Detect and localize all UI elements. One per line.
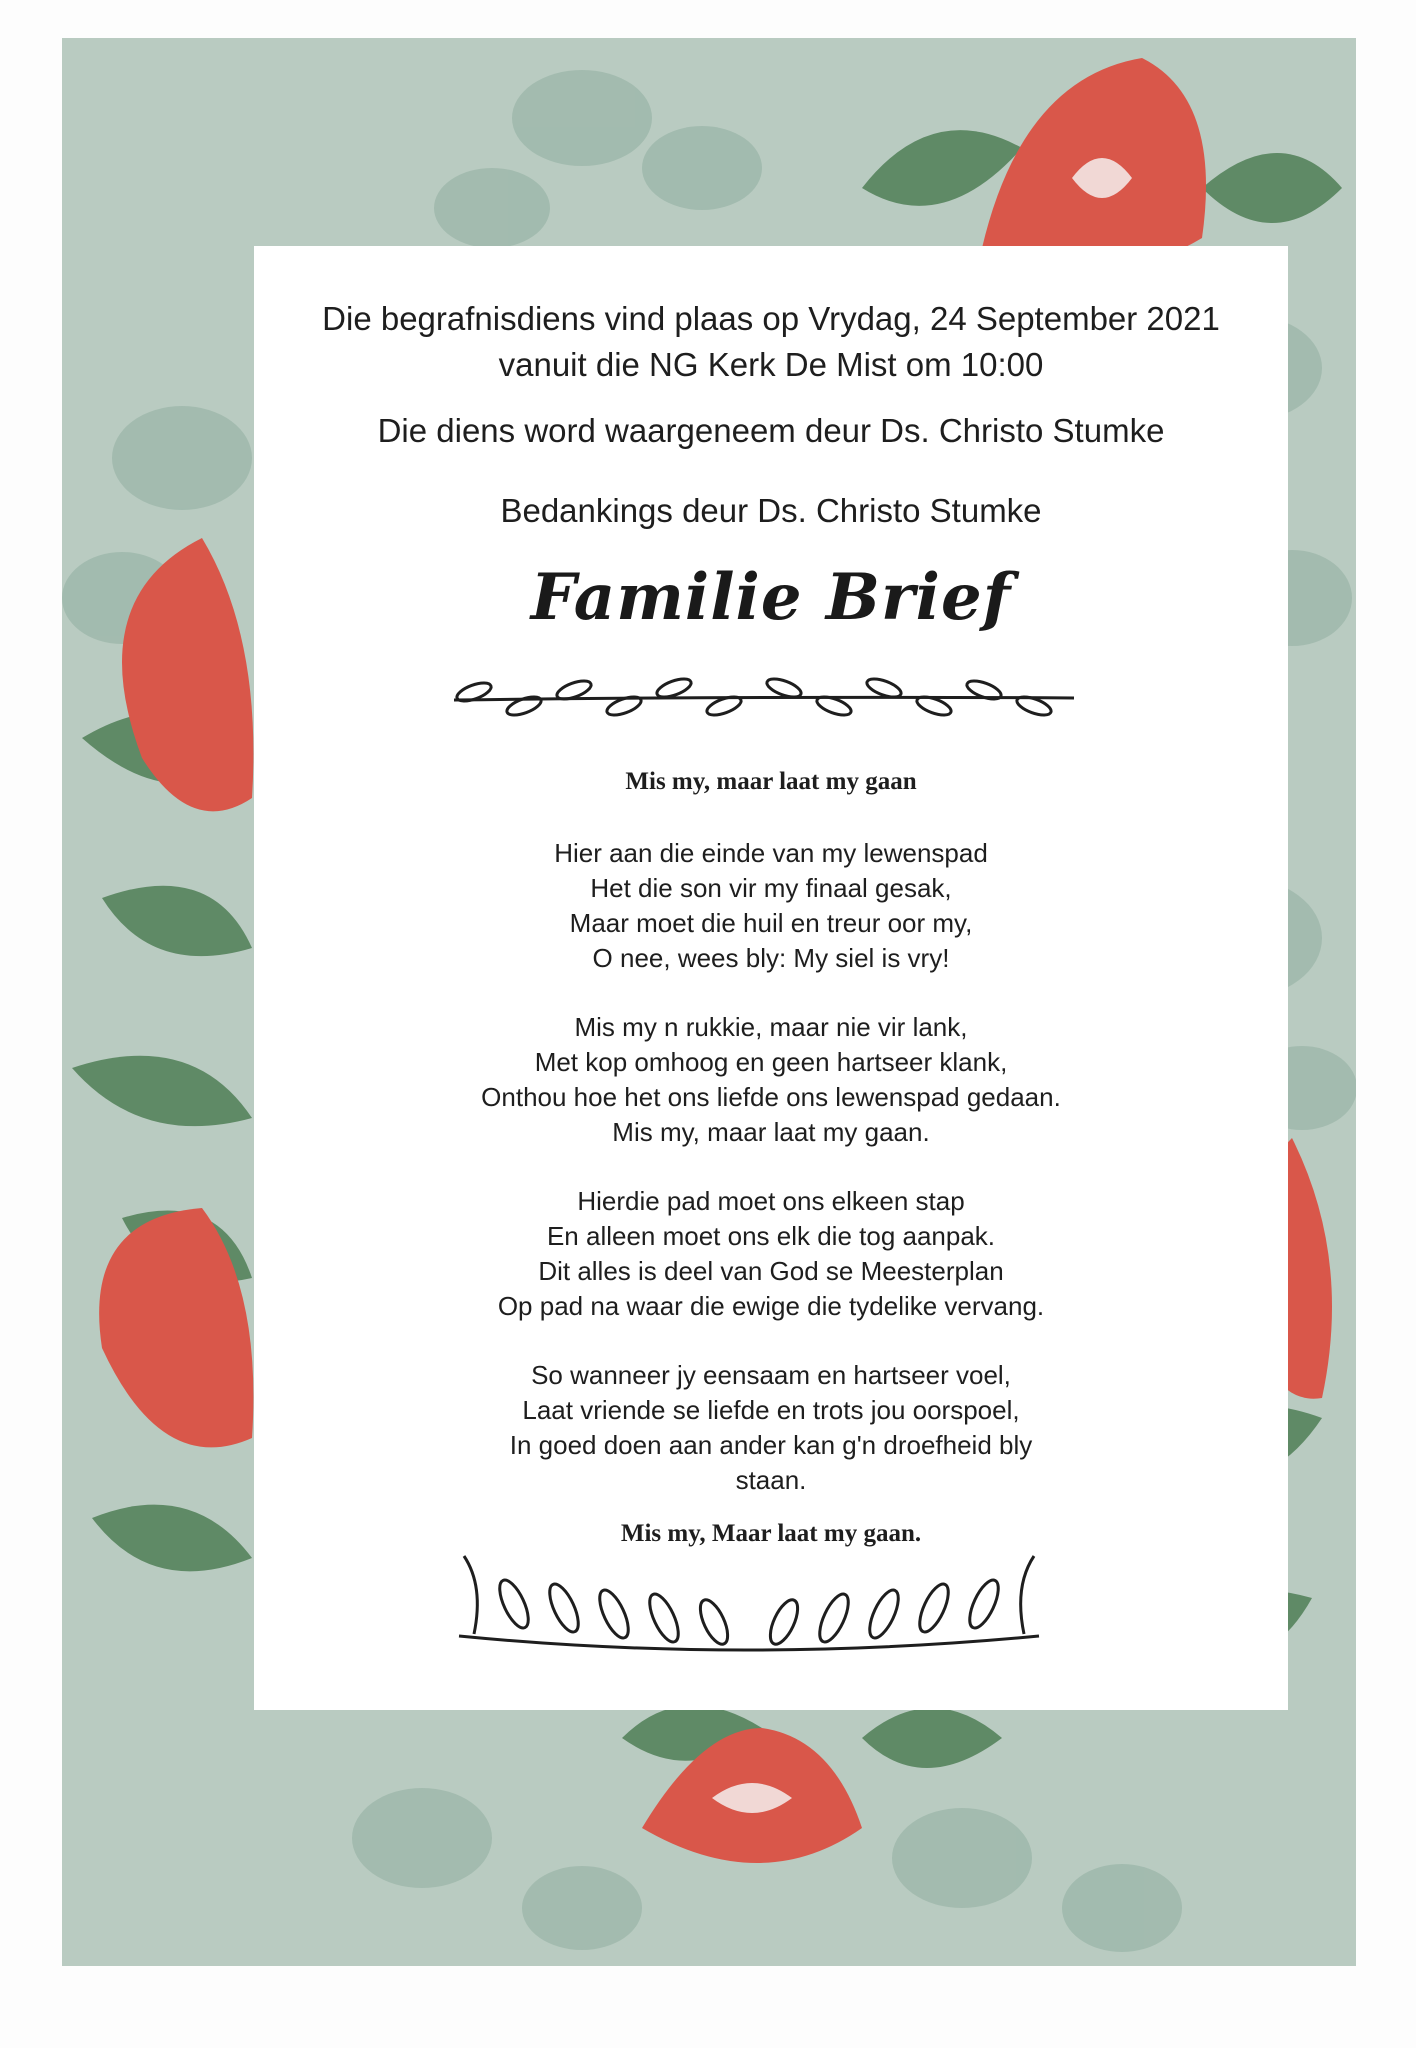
poem-line: staan. <box>735 1465 807 1495</box>
poem-line: Mis my n rukkie, maar nie vir lank, <box>574 1012 968 1042</box>
service-details <box>254 296 1288 388</box>
poem-line: Maar moet die huil en treur oor my, <box>569 908 973 938</box>
service-date-line: Die begrafnisdiens vind plaas op Vrydag, 24 September 2021 <box>322 300 1220 337</box>
thanks-line: Bedankings deur Ds. Christo Stumke <box>500 492 1042 529</box>
poem-closing: Mis my, Maar laat my gaan. <box>620 1520 922 1547</box>
poem-line: Hier aan die einde van my lewenspad <box>554 838 988 868</box>
poem-line: In goed doen aan ander kan g'n droefheid bly <box>509 1430 1033 1460</box>
poem-line: Mis my, maar laat my gaan. <box>612 1117 930 1147</box>
letter-title: Familie Brief <box>530 560 1012 635</box>
officiant-line: Die diens word waargeneem deur Ds. Christo Stumke <box>377 412 1165 449</box>
poem-line: Hierdie pad moet ons elkeen stap <box>577 1186 965 1216</box>
poem-line: So wanneer jy eensaam en hartseer voel, <box>531 1360 1011 1390</box>
poem-stanza <box>254 836 1288 976</box>
poem-stanza <box>254 1358 1288 1498</box>
poem-line: Dit alles is deel van God se Meesterplan <box>538 1256 1004 1286</box>
poem-stanza <box>254 1010 1288 1150</box>
poem-line: Onthou hoe het ons liefde ons lewenspad gedaan. <box>481 1082 1061 1112</box>
poem-body <box>254 836 1288 1532</box>
memorial-card <box>254 246 1288 1710</box>
poem-line: En alleen moet ons elk die tog aanpak. <box>546 1221 996 1251</box>
poem-stanza <box>254 1184 1288 1324</box>
poem-line: Met kop omhoog en geen hartseer klank, <box>534 1047 1008 1077</box>
service-venue-line: vanuit die NG Kerk De Mist om 10:00 <box>498 346 1044 383</box>
poem-line: Op pad na waar die ewige die tydelike vervang. <box>497 1291 1045 1321</box>
laurel-wreath-icon <box>444 1546 1054 1666</box>
poem-title: Mis my, maar laat my gaan <box>625 768 917 795</box>
poem-line: Laat vriende se liefde en trots jou oorspoel, <box>522 1395 1020 1425</box>
laurel-divider-icon <box>444 668 1084 728</box>
poem-line: Het die son vir my finaal gesak, <box>590 873 952 903</box>
poem-line: O nee, wees bly: My siel is vry! <box>592 943 950 973</box>
